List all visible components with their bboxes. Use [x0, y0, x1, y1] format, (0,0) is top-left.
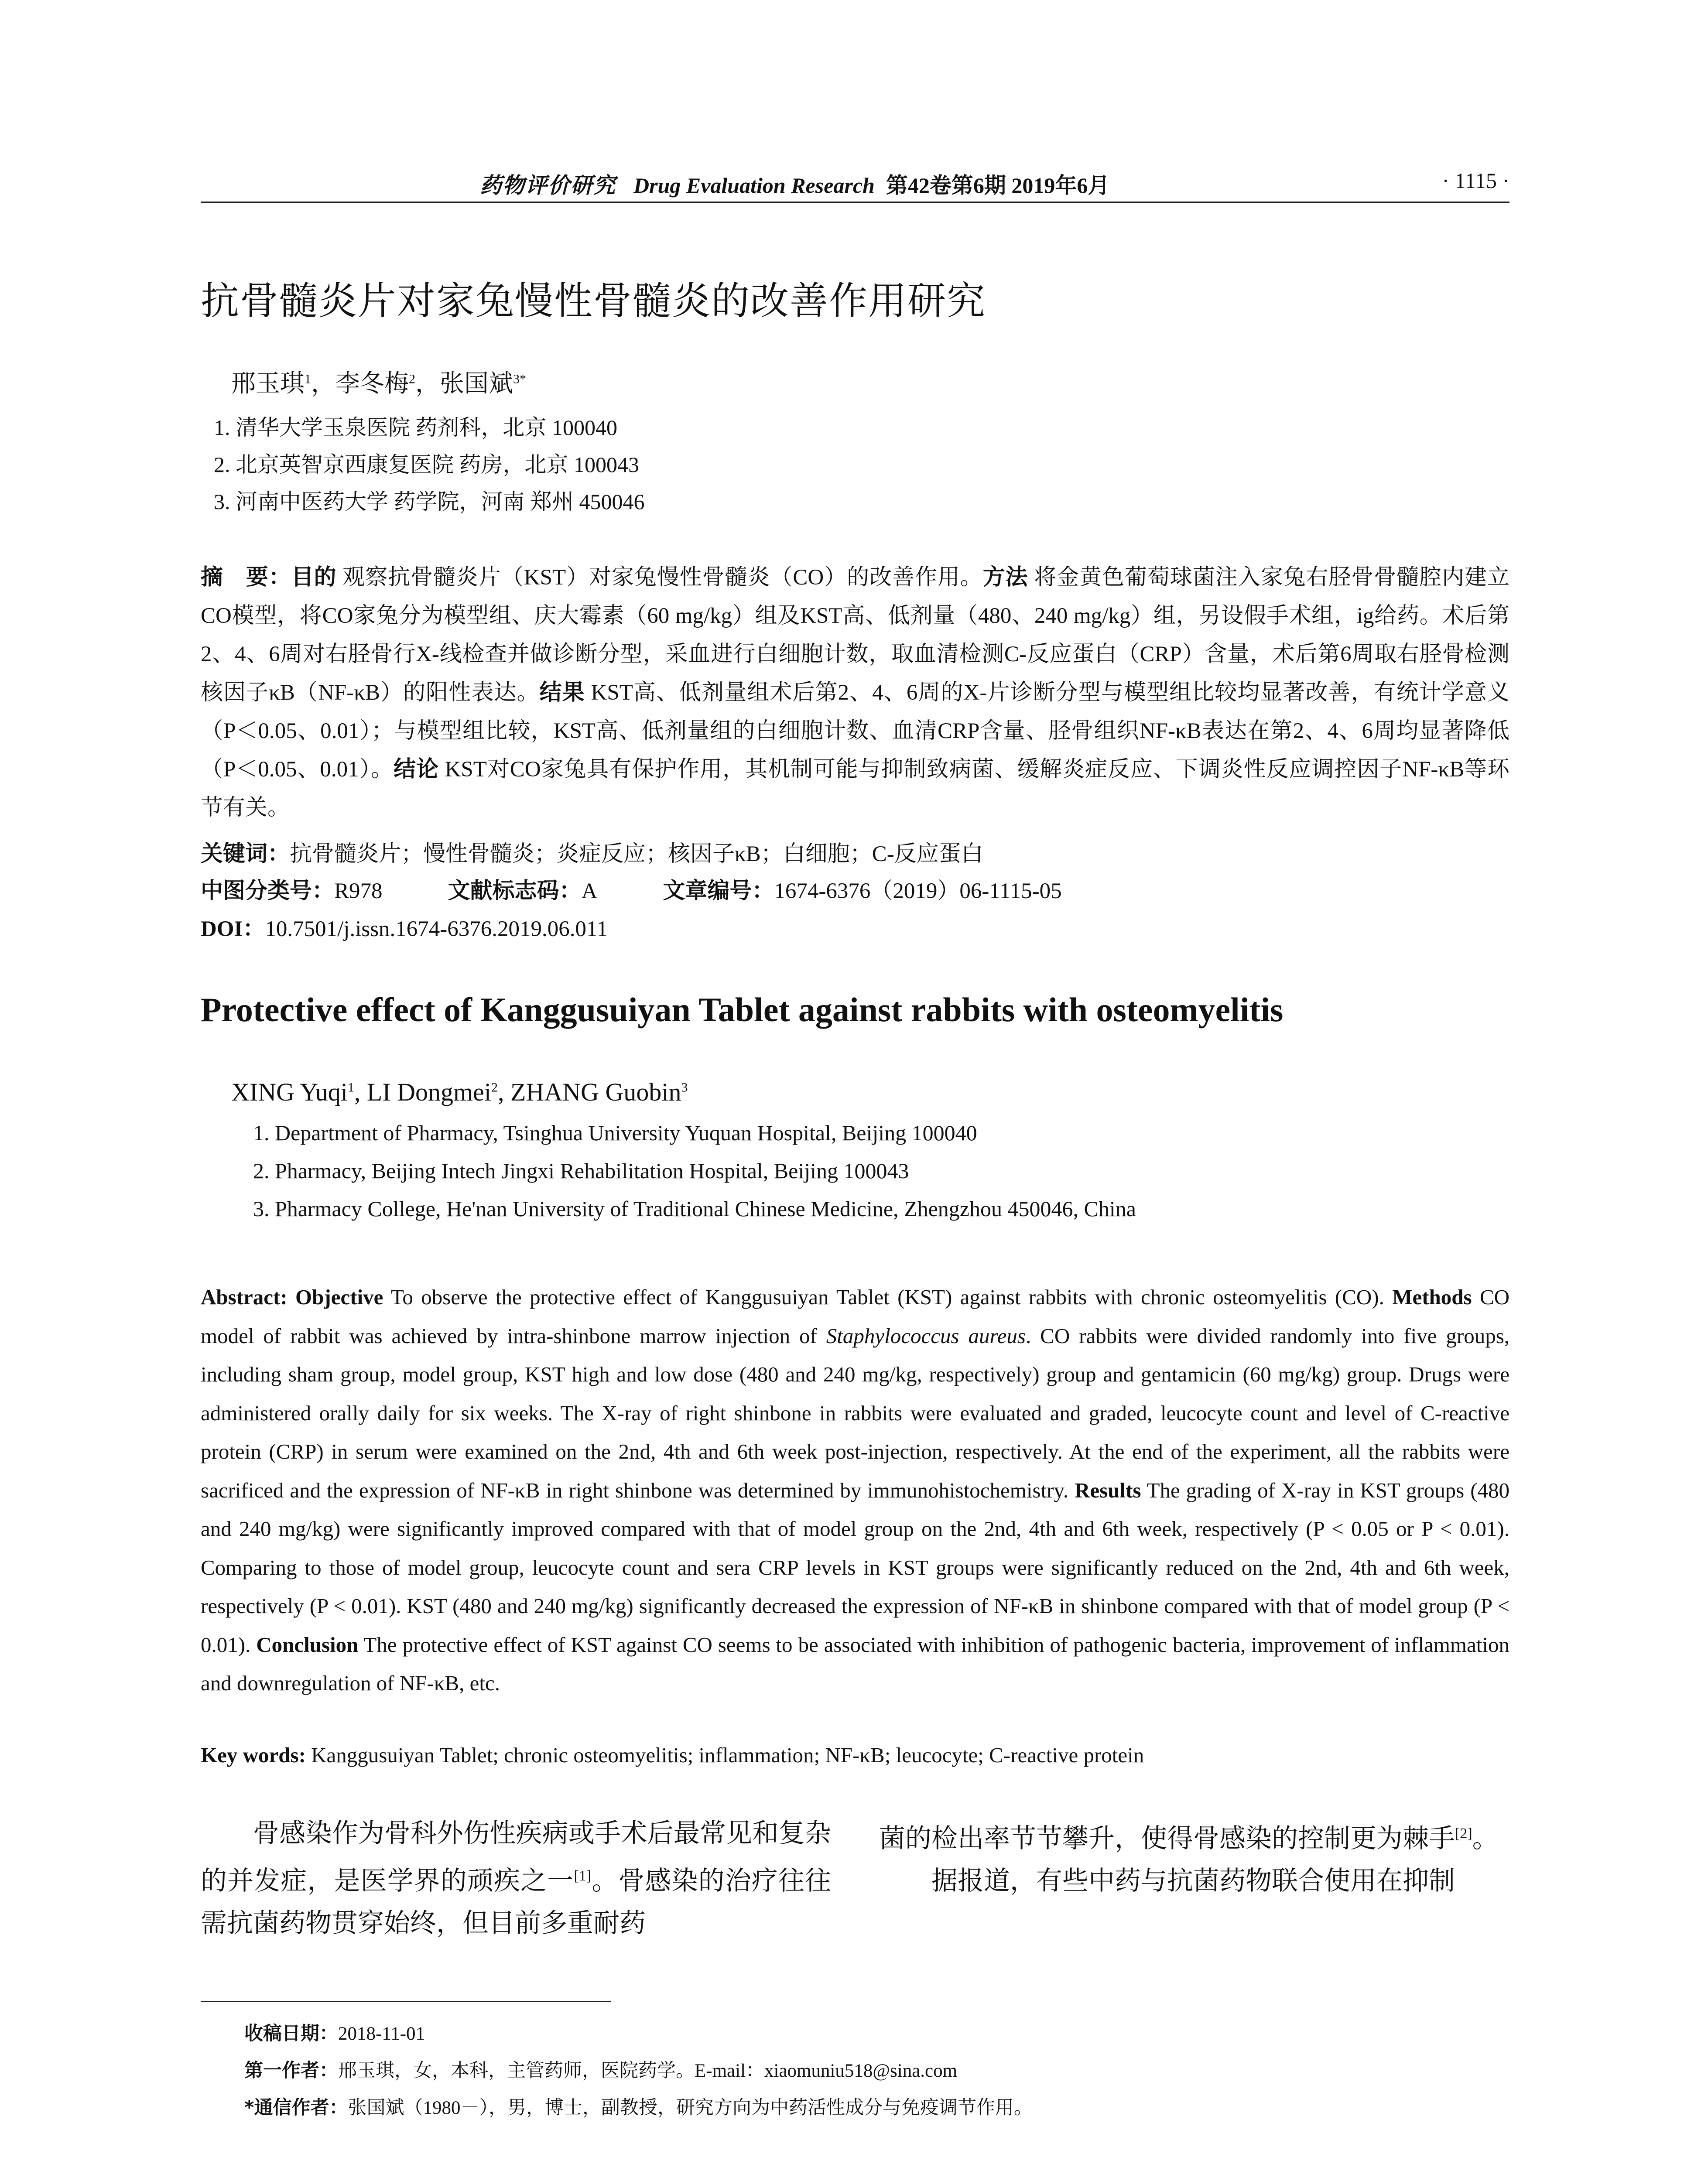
article-no-value: 1674-6376（2019）06-1115-05 — [774, 879, 1062, 903]
author-name: LI Dongmei — [366, 1078, 491, 1106]
en-abstract — [201, 1278, 1509, 1703]
running-header — [201, 168, 1509, 198]
author-name: ZHANG Guobin — [510, 1078, 681, 1106]
keywords-text: 抗骨髓炎片；慢性骨髓炎；炎症反应；核因子κB；白细胞；C-反应蛋白 — [290, 842, 983, 866]
doi-label: DOI： — [201, 917, 265, 941]
body-text: 。 — [1472, 1824, 1499, 1853]
corresponding-label: *通信作者： — [244, 2097, 348, 2119]
author-affiliation-mark: 2 — [491, 1080, 498, 1095]
objective-label: Objective — [295, 1285, 383, 1309]
footnote-received — [244, 2019, 425, 2045]
author-affiliation-mark: 3 — [681, 1080, 688, 1095]
author-affiliation-mark: 3* — [513, 372, 526, 386]
author-name: XING Yuqi — [231, 1078, 348, 1106]
citation[interactable]: [2] — [1455, 1825, 1472, 1842]
keywords-label: 关键词： — [201, 841, 290, 867]
conclusion-text: KST对CO家兔具有保护作用，其机制可能与抑制致病菌、缓解炎症反应、下调炎性反应调控因子NF-κB等环节有关。 — [201, 757, 1509, 820]
conclusion-label: 结论 — [394, 756, 439, 782]
first-author-info: 邢玉琪，女，本科，主管药师，医院药学。E-mail：xiaomuniu518@sina.com — [338, 2061, 958, 2081]
body-column-right — [879, 1812, 1509, 1902]
received-date: 2018-11-01 — [338, 2024, 425, 2044]
clc-value: R978 — [334, 879, 383, 903]
objective-label: 目的 — [291, 564, 337, 590]
methods-label: Methods — [1392, 1285, 1472, 1309]
journal-name: Drug Evaluation Research — [633, 173, 875, 198]
objective-text: To observe the protective effect of Kanggusuiyan Tablet (KST) against rabbits with chronic osteomyelitis (CO). — [383, 1285, 1384, 1309]
en-affiliation: 2. Pharmacy, Beijing Intech Jingxi Rehabilitation Hospital, Beijing 100043 — [253, 1159, 909, 1183]
species-name: Staphylococcus aureus — [826, 1323, 1026, 1348]
doc-code-value: A — [581, 879, 598, 903]
methods-text: CO model of rabbit was achieved by intra-shinbone marrow injection of — [201, 1285, 1510, 1348]
en-affiliation: 1. Department of Pharmacy, Tsinghua University Yuquan Hospital, Beijing 100040 — [253, 1121, 977, 1145]
author-affiliation-mark: 1 — [305, 372, 311, 386]
cn-affiliation: 1. 清华大学玉泉医院 药剂科，北京 100040 — [214, 415, 617, 440]
cn-authors — [231, 364, 526, 399]
first-author-label: 第一作者： — [244, 2060, 338, 2082]
author-separator: , — [354, 1078, 367, 1106]
results-text: The grading of X-ray in KST groups (480 and 240 mg/kg) were significantly improved compared with that of model group on the 2nd, 4th and 6th week, respectively (P < 0.05 or P < 0.01). Comparing to those of model group, leucocyte count and sera CRP levels in KST groups were significantly reduced on the 2nd, 4th and 6th week, respectively (P < 0.01). KST (480 and 240 mg/kg) significantly decreased the expression of NF-κB in shinbone compared with that of model group (P < 0.01). — [201, 1478, 1510, 1657]
author-affiliation-mark: 2 — [409, 372, 415, 386]
methods-text: 将金黄色葡萄球菌注入家兔右胫骨骨髓腔内建立CO模型，将CO家兔分为模型组、庆大霉素（60 mg/kg）组及KST高、低剂量（480、240 mg/kg）组，另设假手术组，ig给药。术后第2、4、6周对右胫骨行X-线检查并做诊断分型，采血进行白细胞计数，取血清检测C-反应蛋白（CRP）含量，术后第6周取右胫骨检测核因子κB（NF-κB）的阳性表达。 — [201, 565, 1509, 705]
volume-issue: 第42卷第6期 2019年6月 — [886, 173, 1110, 198]
page-number: · 1115 · — [1442, 168, 1509, 193]
cn-keywords — [201, 835, 983, 868]
footnote-divider — [201, 2001, 611, 2002]
keywords-text: Kanggusuiyan Tablet; chronic osteomyelitis; inflammation; NF-κB; leucocyte; C-reactive protein — [305, 1743, 1144, 1767]
author-name: 邢玉琪 — [231, 370, 305, 397]
author-separator: ， — [415, 370, 440, 397]
author-affiliation-mark: 1 — [347, 1080, 354, 1095]
footnote-first-author — [244, 2056, 957, 2082]
abstract-label: Abstract: — [201, 1285, 288, 1309]
body-paragraph — [879, 1860, 1509, 1902]
body-paragraph — [201, 1812, 831, 1945]
cn-abstract — [201, 558, 1509, 827]
cn-affiliation: 2. 北京英智京西康复医院 药房，北京 100043 — [214, 452, 639, 477]
cn-title: 抗骨髓炎片对家兔慢性骨髓炎的改善作用研究 — [201, 278, 986, 323]
results-text: KST高、低剂量组术后第2、4、6周的X-片诊断分型与模型组比较均显著改善，有统计学意义（P＜0.05、0.01）；与模型组比较，KST高、低剂量组的白细胞计数、血清CRP含量、胫骨组织NF-κB表达在第2、4、6周均显著降低（P＜0.05、0.01）。 — [201, 680, 1509, 782]
body-column-left — [201, 1812, 831, 1945]
author-name: 李冬梅 — [335, 370, 409, 397]
article-no-label: 文章编号： — [663, 878, 774, 904]
author-separator: , — [498, 1078, 510, 1106]
footnote-corresponding — [244, 2093, 1033, 2119]
author-name: 张国斌 — [440, 370, 513, 397]
corresponding-info: 张国斌（1980－），男，博士，副教授，研究方向为中药活性成分与免疫调节作用。 — [348, 2098, 1033, 2118]
methods-label: 方法 — [982, 564, 1028, 590]
conclusion-text: The protective effect of KST against CO seems to be associated with inhibition of pathogenic bacteria, improvement of inflammation and downregulation of NF-κB, etc. — [201, 1632, 1509, 1695]
cn-affiliation: 3. 河南中医药大学 药学院，河南 郑州 450046 — [214, 489, 645, 514]
en-keywords — [201, 1743, 1144, 1767]
doc-code-label: 文献标志码： — [448, 878, 582, 904]
doi-value: 10.7501/j.issn.1674-6376.2019.06.011 — [265, 917, 608, 941]
results-label: 结果 — [539, 680, 585, 705]
results-label: Results — [1075, 1478, 1141, 1502]
en-title: Protective effect of Kanggusuiyan Tablet against rabbits with osteomyelitis — [201, 991, 1284, 1029]
header-divider — [201, 202, 1509, 203]
conclusion-label: Conclusion — [256, 1632, 359, 1657]
citation[interactable]: [1] — [574, 1868, 592, 1884]
body-paragraph — [879, 1812, 1509, 1860]
objective-text: 观察抗骨髓炎片（KST）对家兔慢性骨髓炎（CO）的改善作用。 — [336, 565, 983, 590]
body-text: 。骨感染的治疗往往需抗菌药物贯穿始终，但目前多重耐药 — [201, 1866, 832, 1938]
journal-info — [480, 168, 1109, 199]
received-label: 收稿日期： — [244, 2023, 338, 2044]
en-authors — [231, 1077, 688, 1107]
en-affiliation: 3. Pharmacy College, He'nan University of Traditional Chinese Medicine, Zhengzhou 450046, China — [253, 1196, 1136, 1221]
cn-doi — [201, 910, 608, 943]
methods-text-cont: . CO rabbits were divided randomly into five groups, including sham group, model group, KST high and low dose (480 and 240 mg/kg, respectively) group and gentamicin (60 mg/kg) group. Drugs were administered orally daily for six weeks. The X-ray of right shinbone in rabbits were evaluated and graded, leucocyte count and level of C-reactive protein (CRP) in serum were examined on the 2nd, 4th and 6th week post-injection, respectively. At the end of the experiment, all the rabbits were sacrificed and the expression of NF-κB in right shinbone was determined by immunohistochemistry. — [201, 1323, 1510, 1502]
body-text: 据报道，有些中药与抗菌药物联合使用在抑制 — [931, 1866, 1455, 1895]
keywords-label: Key words: — [201, 1743, 306, 1767]
body-text: 骨感染作为骨科外伤性疾病或手术后最常见和复杂的并发症，是医学界的顽疾之一 — [201, 1819, 831, 1895]
body-text: 菌的检出率节节攀升，使得骨感染的控制更为棘手 — [879, 1824, 1455, 1853]
author-separator: ， — [311, 370, 335, 397]
abstract-label: 摘 要： — [201, 564, 291, 590]
clc-label: 中图分类号： — [201, 878, 335, 904]
cn-classification — [201, 872, 1062, 905]
journal-logo: 药物评价研究 — [480, 173, 616, 198]
